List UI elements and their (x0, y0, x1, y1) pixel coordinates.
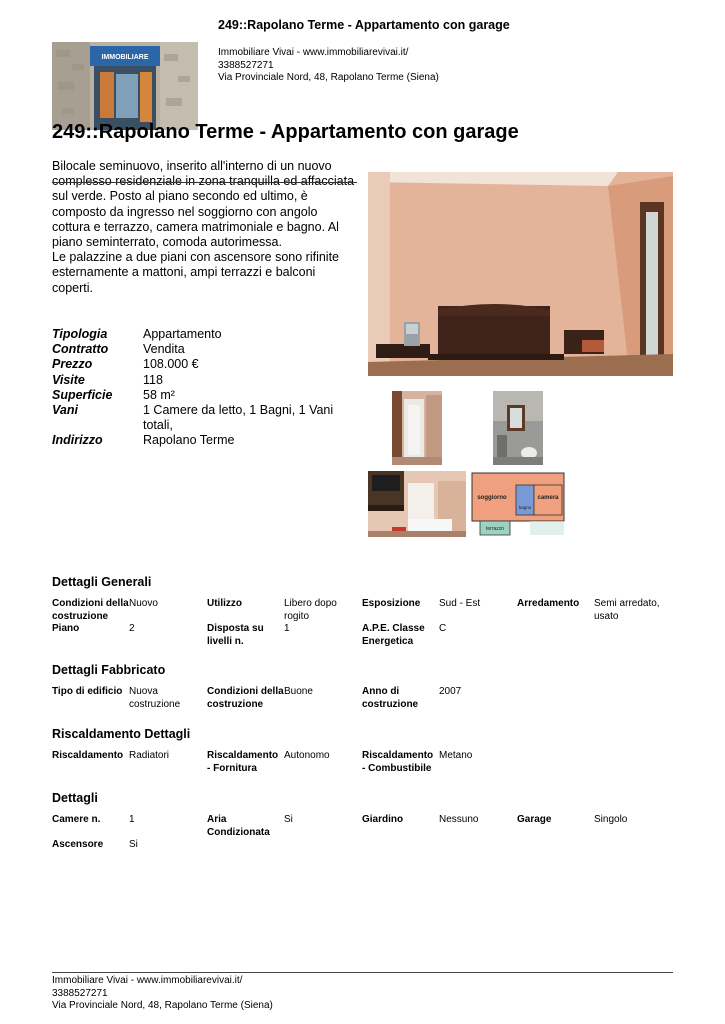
detail-value: Sud - Est (439, 598, 481, 609)
detail-label: Tipo di edificio (52, 686, 123, 697)
spec-row (52, 327, 352, 342)
agency-sign-text: IMMOBILIARE (101, 54, 149, 61)
detail-value: C (439, 623, 447, 634)
detail-label: Garage (517, 814, 552, 825)
details-row (52, 686, 673, 711)
agency-name-url: Immobiliare Vivai - www.immobiliarevivai.it/ (218, 47, 409, 58)
listing-title: 249::Rapolano Terme - Appartamento con garage (52, 121, 519, 143)
footer-contact (52, 975, 273, 1013)
detail-value: Nuova costruzione (129, 686, 181, 710)
footer-address: Via Provinciale Nord, 48, Rapolano Terme (Siena) (52, 1000, 273, 1011)
section-title-dettagli-generali: Dettagli Generali (52, 575, 152, 589)
detail-value: 2007 (439, 686, 462, 697)
spec-row (52, 433, 352, 448)
footer-phone: 3388527271 (52, 987, 108, 999)
details-grid-fabbricato (52, 686, 673, 711)
detail-label: Anno di costruzione (362, 686, 419, 710)
section-title-riscaldamento: Riscaldamento Dettagli (52, 727, 191, 741)
thumbnail-hallway-photo (392, 391, 442, 465)
detail-value: Radiatori (129, 750, 170, 761)
spec-label: Superficie (52, 387, 113, 402)
detail-value: Libero dopo rogito (284, 598, 337, 622)
agency-storefront-photo (52, 42, 198, 130)
detail-label: Riscaldamento - Combustibile (362, 750, 434, 774)
floorplan-label-camera: camera (537, 495, 559, 501)
detail-value: Semi arredato, usato (594, 598, 660, 622)
details-grid-generali (52, 598, 673, 648)
detail-label: Camere n. (52, 814, 101, 825)
spec-label: Indirizzo (52, 433, 103, 448)
floorplan-image (470, 471, 566, 537)
thumbnail-living-room-photo (368, 471, 466, 537)
spec-row (52, 342, 352, 357)
detail-label: Riscaldamento - Fornitura (207, 750, 279, 774)
detail-label: Piano (52, 623, 80, 634)
spec-value: Appartamento (143, 327, 222, 341)
detail-label: Giardino (362, 814, 404, 825)
spec-label: Contratto (52, 342, 109, 357)
thumbnail-bathroom-photo (493, 391, 543, 465)
agency-address: Via Provinciale Nord, 48, Rapolano Terme (Siena) (218, 72, 439, 83)
spec-row (52, 373, 352, 388)
detail-label: Riscaldamento (52, 750, 124, 761)
detail-value: 1 (284, 623, 290, 634)
spec-value: 118 (143, 372, 163, 387)
footer-divider (52, 972, 673, 973)
details-row (52, 750, 673, 775)
details-row (52, 598, 673, 623)
title-underline (52, 182, 357, 183)
detail-value: Si (129, 839, 138, 850)
main-property-photo (368, 172, 673, 376)
description-paragraph: Le palazzine a due piani con ascensore sono rifinite esternamente a mattoni, ampi terrazzi e balconi coperti. (52, 250, 339, 295)
spec-value: 1 Camere da letto, 1 Bagni, 1 Vani totali, (143, 403, 334, 433)
detail-value: Si (284, 814, 293, 825)
detail-value: Metano (439, 750, 473, 761)
spec-value: Vendita (143, 342, 185, 357)
detail-value: 2 (129, 623, 135, 634)
detail-value: Nessuno (439, 814, 479, 825)
detail-label: Ascensore (52, 839, 104, 850)
section-title-dettagli: Dettagli (52, 791, 98, 805)
details-grid-dettagli (52, 814, 673, 852)
detail-label: Arredamento (517, 598, 580, 609)
floorplan-label-soggiorno: soggiorno (477, 495, 507, 501)
spec-label: Vani (52, 403, 78, 418)
detail-label: A.P.E. Classe Energetica (362, 623, 425, 647)
agency-phone: 3388527271 (218, 59, 274, 71)
spec-value: 108.000 € (143, 357, 199, 372)
details-row (52, 814, 673, 839)
detail-label: Utilizzo (207, 598, 242, 609)
details-grid-riscaldamento (52, 750, 673, 775)
description-paragraph: Bilocale seminuovo, inserito all'interno di un nuovo sul verde. Posto al piano secondo ed ultimo, è composto da ingresso nel soggiorno con angolo cottura e terrazzo, camera matrimoniale e bagno. Al piano seminterrato, comoda autorimessa. (52, 159, 339, 250)
property-specs (52, 327, 352, 449)
floorplan-label-terrazzo: terrazzo (485, 526, 505, 532)
spec-label: Tipologia (52, 327, 108, 341)
details-row (52, 623, 673, 648)
listing-description (52, 159, 357, 296)
spec-value: 58 m² (143, 387, 175, 402)
page-header-title: 249::Rapolano Terme - Appartamento con garage (218, 18, 510, 32)
detail-value: 1 (129, 814, 135, 825)
spec-value: Rapolano Terme (143, 433, 235, 448)
details-row (52, 839, 673, 852)
detail-label: Aria Condizionata (207, 814, 270, 838)
spec-label: Prezzo (52, 357, 93, 372)
detail-label: Condizioni della costruzione (207, 686, 284, 710)
floorplan-label-bagno: bagno (518, 505, 532, 510)
spec-row (52, 388, 352, 403)
detail-value: Singolo (594, 814, 628, 825)
agency-contact (218, 47, 439, 85)
section-title-dettagli-fabbricato: Dettagli Fabbricato (52, 663, 166, 677)
spec-row (52, 403, 352, 433)
detail-value: Buone (284, 686, 313, 697)
detail-value: Autonomo (284, 750, 330, 761)
detail-label: Disposta su livelli n. (207, 623, 264, 647)
spec-label: Visite (52, 372, 85, 387)
detail-label: Condizioni della costruzione (52, 598, 129, 622)
detail-label: Esposizione (362, 598, 421, 609)
spec-row (52, 357, 352, 372)
footer-agency-name-url: Immobiliare Vivai - www.immobiliarevivai.it/ (52, 975, 243, 986)
detail-value: Nuovo (129, 598, 158, 609)
